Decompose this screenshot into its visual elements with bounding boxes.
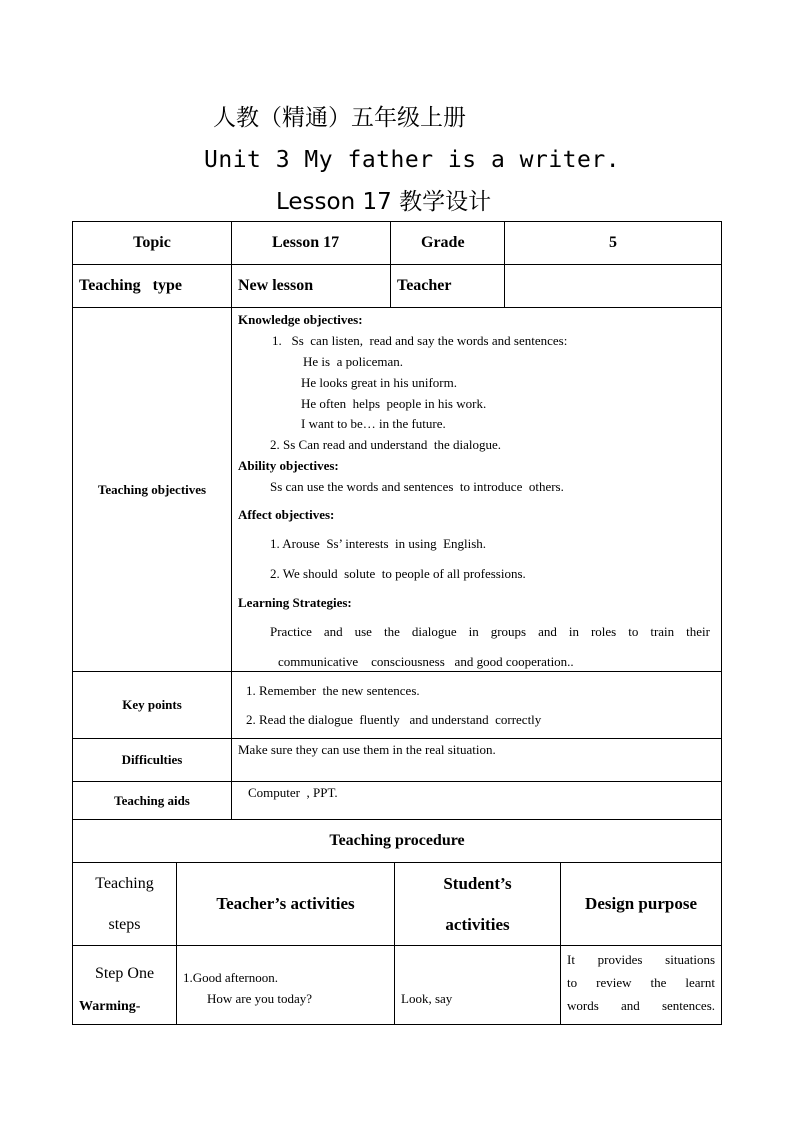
grade-label: Grade: [391, 222, 505, 265]
teacher-activity-line: 1.Good afternoon.: [183, 970, 278, 985]
objectives-row: [73, 308, 722, 672]
lesson-plan-table: [72, 221, 722, 1025]
header-student-line-2: activities: [445, 915, 510, 934]
knowledge-sentence: He looks great in his uniform.: [301, 375, 457, 390]
teacher-value: [505, 265, 722, 308]
grade-value: 5: [505, 222, 722, 265]
key-points-content: [232, 672, 722, 739]
key-points-label: Key points: [73, 672, 232, 739]
strategies-line-1: Practice and use the dialogue in groups and in roles to train their: [270, 624, 710, 639]
strategies-line-2: communicative consciousness and good cooperation..: [278, 654, 574, 669]
affect-heading: Affect objectives:: [238, 507, 335, 522]
key-point-item: 2. Read the dialogue fluently and understand correctly: [246, 712, 542, 727]
knowledge-sentence: He is a policeman.: [303, 354, 403, 369]
procedure-title-row: [73, 820, 722, 863]
knowledge-sentence: He often helps people in his work.: [301, 396, 487, 411]
student-activity-text: Look, say: [401, 991, 453, 1006]
knowledge-item-1: 1. Ss can listen, read and say the words and sentences:: [272, 333, 568, 348]
key-points-row: [73, 672, 722, 739]
affect-item: 2. We should solute to people of all professions.: [270, 566, 526, 581]
procedure-title: Teaching procedure: [73, 820, 722, 863]
purpose-cell: [561, 946, 722, 1025]
lesson-title: [276, 188, 491, 216]
aids-text: Computer , PPT.: [232, 782, 722, 820]
difficulties-row: [73, 739, 722, 782]
procedure-header-row: [73, 863, 722, 946]
objectives-content: [232, 308, 722, 672]
topic-label: Topic: [73, 222, 232, 265]
header-steps-line-1: Teaching: [95, 875, 154, 892]
teacher-activity-cell: [177, 946, 395, 1025]
knowledge-heading: Knowledge objectives:: [238, 312, 363, 327]
difficulties-label: Difficulties: [73, 739, 232, 782]
student-activity-cell: [395, 946, 561, 1025]
ability-heading: Ability objectives:: [238, 458, 339, 473]
header-teacher-activities: Teacher’s activities: [177, 863, 395, 946]
purpose-line: It provides situations: [567, 952, 716, 967]
unit-title: Unit 3 My father is a writer.: [204, 147, 621, 173]
step-name: Step One: [94, 965, 155, 982]
knowledge-sentence: I want to be… in the future.: [301, 416, 446, 431]
type-value: New lesson: [232, 265, 391, 308]
lesson-title-text: Lesson 17 教学设计: [276, 189, 492, 215]
key-point-item: 1. Remember the new sentences.: [246, 683, 420, 698]
difficulties-text: Make sure they can use them in the real situation.: [232, 739, 722, 782]
ability-text: Ss can use the words and sentences to introduce others.: [270, 479, 564, 494]
type-row: [73, 265, 722, 308]
strategies-heading: Learning Strategies:: [238, 595, 352, 610]
header-steps-line-2: steps: [108, 916, 141, 933]
affect-item: 1. Arouse Ss’ interests in using English.: [270, 536, 487, 551]
aids-row: [73, 782, 722, 820]
topic-row: [73, 222, 722, 265]
document-title-cn: 人教（精通）五年级上册: [213, 105, 466, 131]
step-cell: [73, 946, 177, 1025]
aids-label: Teaching aids: [73, 782, 232, 820]
header-student-line-1: Student’s: [443, 874, 512, 893]
header-student-activities: [395, 863, 561, 946]
purpose-line: to review the learnt: [567, 975, 716, 990]
header-design-purpose: Design purpose: [561, 863, 722, 946]
type-label: Teaching type: [73, 265, 232, 308]
objectives-label: Teaching objectives: [73, 308, 232, 672]
step-subname: Warming-: [79, 999, 141, 1014]
teacher-activity-line: How are you today?: [207, 991, 313, 1006]
knowledge-item-2: 2. Ss Can read and understand the dialogue.: [270, 437, 502, 452]
purpose-line: words and sentences.: [567, 998, 716, 1013]
header-teaching-steps: [73, 863, 177, 946]
topic-value: Lesson 17: [232, 222, 391, 265]
teacher-label: Teacher: [391, 265, 505, 308]
procedure-row: [73, 946, 722, 1025]
